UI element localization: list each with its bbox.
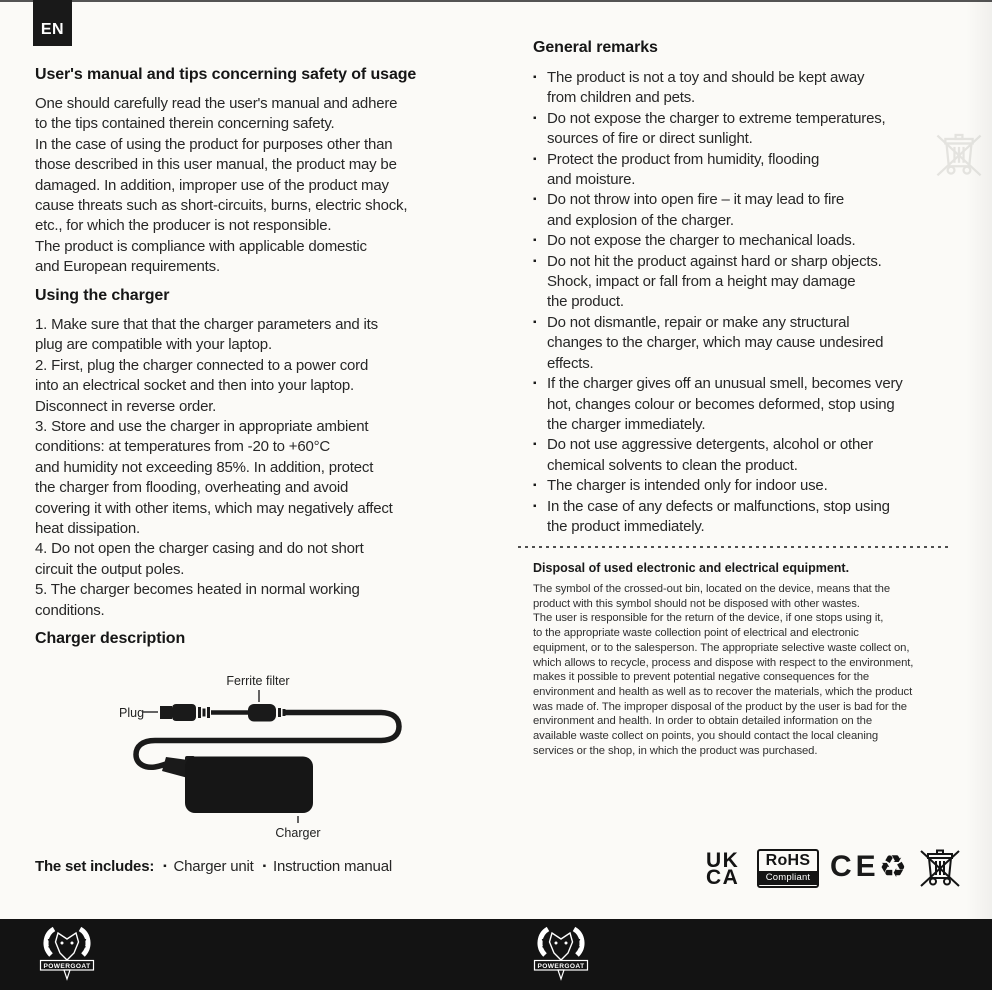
text-line: The user is responsible for the return of the device, if one stops using it, <box>533 612 884 625</box>
text-line: changes to the charger, which may cause undesired <box>547 334 884 352</box>
text-line: the charger immediately. <box>547 415 706 433</box>
text-line: In the case of using the product for purposes other than <box>35 135 393 153</box>
text-line: environment and health. In order to obtain detailed information on the <box>533 715 873 728</box>
text-line: Do not dismantle, repair or make any structural <box>547 313 850 331</box>
bullet-marker: ▪ <box>533 439 537 451</box>
bullet-marker: ▪ <box>533 378 537 390</box>
text-line: The charger is intended only for indoor use. <box>547 477 828 495</box>
disposal-paragraph <box>533 582 913 758</box>
safety-paragraph <box>35 94 407 278</box>
bullet-marker: ▪ <box>533 316 537 328</box>
text-line: conditions. <box>35 601 105 619</box>
remark-item <box>533 231 903 251</box>
charger-body-shape <box>185 757 313 814</box>
set-includes-item: Charger unit <box>173 858 254 875</box>
text-line: equipment, or to the salesperson. The appropriate selective waste collect on, <box>533 641 910 654</box>
text-line: was made of. The improper disposal of the product by the user is bad for the <box>533 700 907 713</box>
text-line: If the charger gives off an unusual smell, becomes very <box>547 375 903 393</box>
bullet-marker: ▪ <box>262 861 267 872</box>
bullet-marker: ▪ <box>533 500 537 512</box>
text-line: those described in this user manual, the product may be <box>35 156 397 174</box>
text-line: into an electrical socket and then into your laptop. <box>35 377 354 395</box>
text-line: cause threats such as short-circuits, burns, electric shock, <box>35 197 408 215</box>
ukca-line1: UK <box>706 849 740 872</box>
text-line: which allows to recycle, process and dispose with respect to the environment, <box>533 656 914 669</box>
remark-item <box>533 435 903 476</box>
remark-item <box>533 68 903 109</box>
bullet-marker: ▪ <box>533 72 537 83</box>
text-line: 1. Make sure that that the charger parameters and its <box>35 316 378 333</box>
remark-item <box>533 476 903 496</box>
footer-bar <box>0 919 992 990</box>
text-line: and explosion of the charger. <box>547 211 734 229</box>
text-line: Protect the product from humidity, flooding <box>547 150 820 168</box>
text-line: from children and pets. <box>547 89 695 107</box>
text-line: 4. Do not open the charger casing and do not short <box>35 540 364 558</box>
text-line: Do not use aggressive detergents, alcohol or other <box>547 436 874 454</box>
text-line: 5. The charger becomes heated in normal working <box>35 581 360 599</box>
text-line: Disconnect in reverse order. <box>35 397 217 415</box>
bullet-marker: ▪ <box>533 153 537 165</box>
text-line: The product is compliance with applicable domestic <box>35 237 367 255</box>
dashed-divider <box>518 546 952 548</box>
text-line: environment and health as well as to recover the materials, which the product <box>533 685 913 698</box>
text-line: the charger from flooding, overheating and avoid <box>35 479 349 497</box>
text-line: Do not throw into open fire – it may lead to fire <box>547 191 845 209</box>
bullet-marker: ▪ <box>533 480 537 492</box>
text-line: covering it with other items, which may negatively affect <box>35 499 393 517</box>
using-charger-list <box>35 315 393 621</box>
text-line: hot, changes colour or becomes deformed, stop using <box>547 395 895 413</box>
text-line: chemical solvents to clean the product. <box>547 456 798 474</box>
text-line: 2. First, plug the charger connected to a power cord <box>35 356 369 374</box>
text-line: The symbol of the crossed-out bin, located on the device, means that the <box>533 583 891 595</box>
text-line: plug are compatible with your laptop. <box>35 336 272 354</box>
page-top-edge <box>0 0 992 2</box>
plug-label: Plug <box>119 706 145 720</box>
ferrite-filter-shape <box>248 704 286 722</box>
plug-shape <box>160 704 210 721</box>
remark-item <box>533 150 903 191</box>
charger-description-heading: Charger description <box>35 630 186 647</box>
text-line: product with this symbol should not be disposed with other wastes. <box>533 597 860 610</box>
remark-item <box>533 313 903 374</box>
text-line: and moisture. <box>547 171 636 189</box>
text-line: circuit the output poles. <box>35 560 185 578</box>
disposal-heading: Disposal of used electronic and electrical equipment. <box>533 561 850 575</box>
remark-item <box>533 497 903 538</box>
text-line: heat dissipation. <box>35 520 141 538</box>
language-badge-label: EN <box>40 21 65 38</box>
text-line: and humidity not exceeding 85%. In addition, protect <box>35 458 374 476</box>
bullet-marker: ▪ <box>533 112 537 124</box>
using-charger-heading: Using the charger <box>35 287 170 304</box>
remark-item <box>533 374 903 435</box>
text-line: effects. <box>547 354 594 372</box>
text-line: Do not hit the product against hard or sharp objects. <box>547 252 882 270</box>
text-line: the product. <box>547 293 624 311</box>
bullet-marker: ▪ <box>533 255 537 267</box>
set-includes-label: The set includes: <box>35 858 155 875</box>
text-line: makes it possible to prevent potential negative consequences for the <box>533 671 870 684</box>
rohs-mark <box>757 849 819 888</box>
text-line: the product immediately. <box>547 517 705 535</box>
text-line: sources of fire or direct sunlight. <box>547 130 753 148</box>
ferrite-filter-label: Ferrite filter <box>226 674 290 688</box>
ce-mark: CE <box>830 850 880 883</box>
ukca-mark <box>706 849 740 889</box>
charger-label: Charger <box>275 826 321 840</box>
safety-section-heading: User's manual and tips concerning safety of usage <box>35 66 417 83</box>
text-line: One should carefully read the user's manual and adhere <box>35 95 398 112</box>
language-badge <box>33 0 72 46</box>
general-remarks-list <box>533 68 903 537</box>
recycle-icon: ♻ <box>879 849 907 884</box>
set-includes-line <box>35 858 392 875</box>
text-line: The product is not a toy and should be kept away <box>547 69 865 86</box>
text-line: to the tips contained therein concerning safety. <box>35 115 335 133</box>
text-line: Shock, impact or fall from a height may damage <box>547 273 856 291</box>
text-line: damaged. In addition, improper use of the product may <box>35 176 389 194</box>
text-line: and European requirements. <box>35 258 220 276</box>
text-line: conditions: at temperatures from -20 to +60°C <box>35 438 331 456</box>
remark-item <box>533 190 903 231</box>
text-line: available waste collect on points, you should contact the local cleaning <box>533 730 879 743</box>
bullet-marker: ▪ <box>533 235 537 247</box>
crossed-out-bin-icon <box>934 128 984 184</box>
text-line: etc., for which the producer is not responsible. <box>35 217 332 235</box>
powergoat-wordmark: POWERGOAT <box>43 963 91 970</box>
charger-diagram <box>108 662 448 847</box>
rohs-subtitle: Compliant <box>759 871 817 885</box>
powergoat-logo <box>38 925 96 983</box>
text-line: Do not expose the charger to extreme temperatures, <box>547 109 886 127</box>
text-line: services or the shop, in which the product was purchased. <box>533 744 818 757</box>
ukca-line2: CA <box>706 866 740 889</box>
general-remarks-heading: General remarks <box>533 39 658 56</box>
text-line: In the case of any defects or malfunctions, stop using <box>547 497 890 515</box>
bullet-marker: ▪ <box>163 861 167 872</box>
rohs-title: RoHS <box>765 852 811 869</box>
text-line: Do not expose the charger to mechanical loads. <box>547 232 856 250</box>
remark-item <box>533 109 903 150</box>
powergoat-logo <box>532 925 590 983</box>
crossed-out-bin-icon <box>918 848 962 890</box>
text-line: to the appropriate waste collection point of electrical and electronic <box>533 627 859 640</box>
remark-item <box>533 252 903 313</box>
text-line: 3. Store and use the charger in appropriate ambient <box>35 418 369 436</box>
bullet-marker: ▪ <box>533 194 537 206</box>
set-includes-item: Instruction manual <box>273 858 392 875</box>
powergoat-wordmark: POWERGOAT <box>537 963 585 970</box>
